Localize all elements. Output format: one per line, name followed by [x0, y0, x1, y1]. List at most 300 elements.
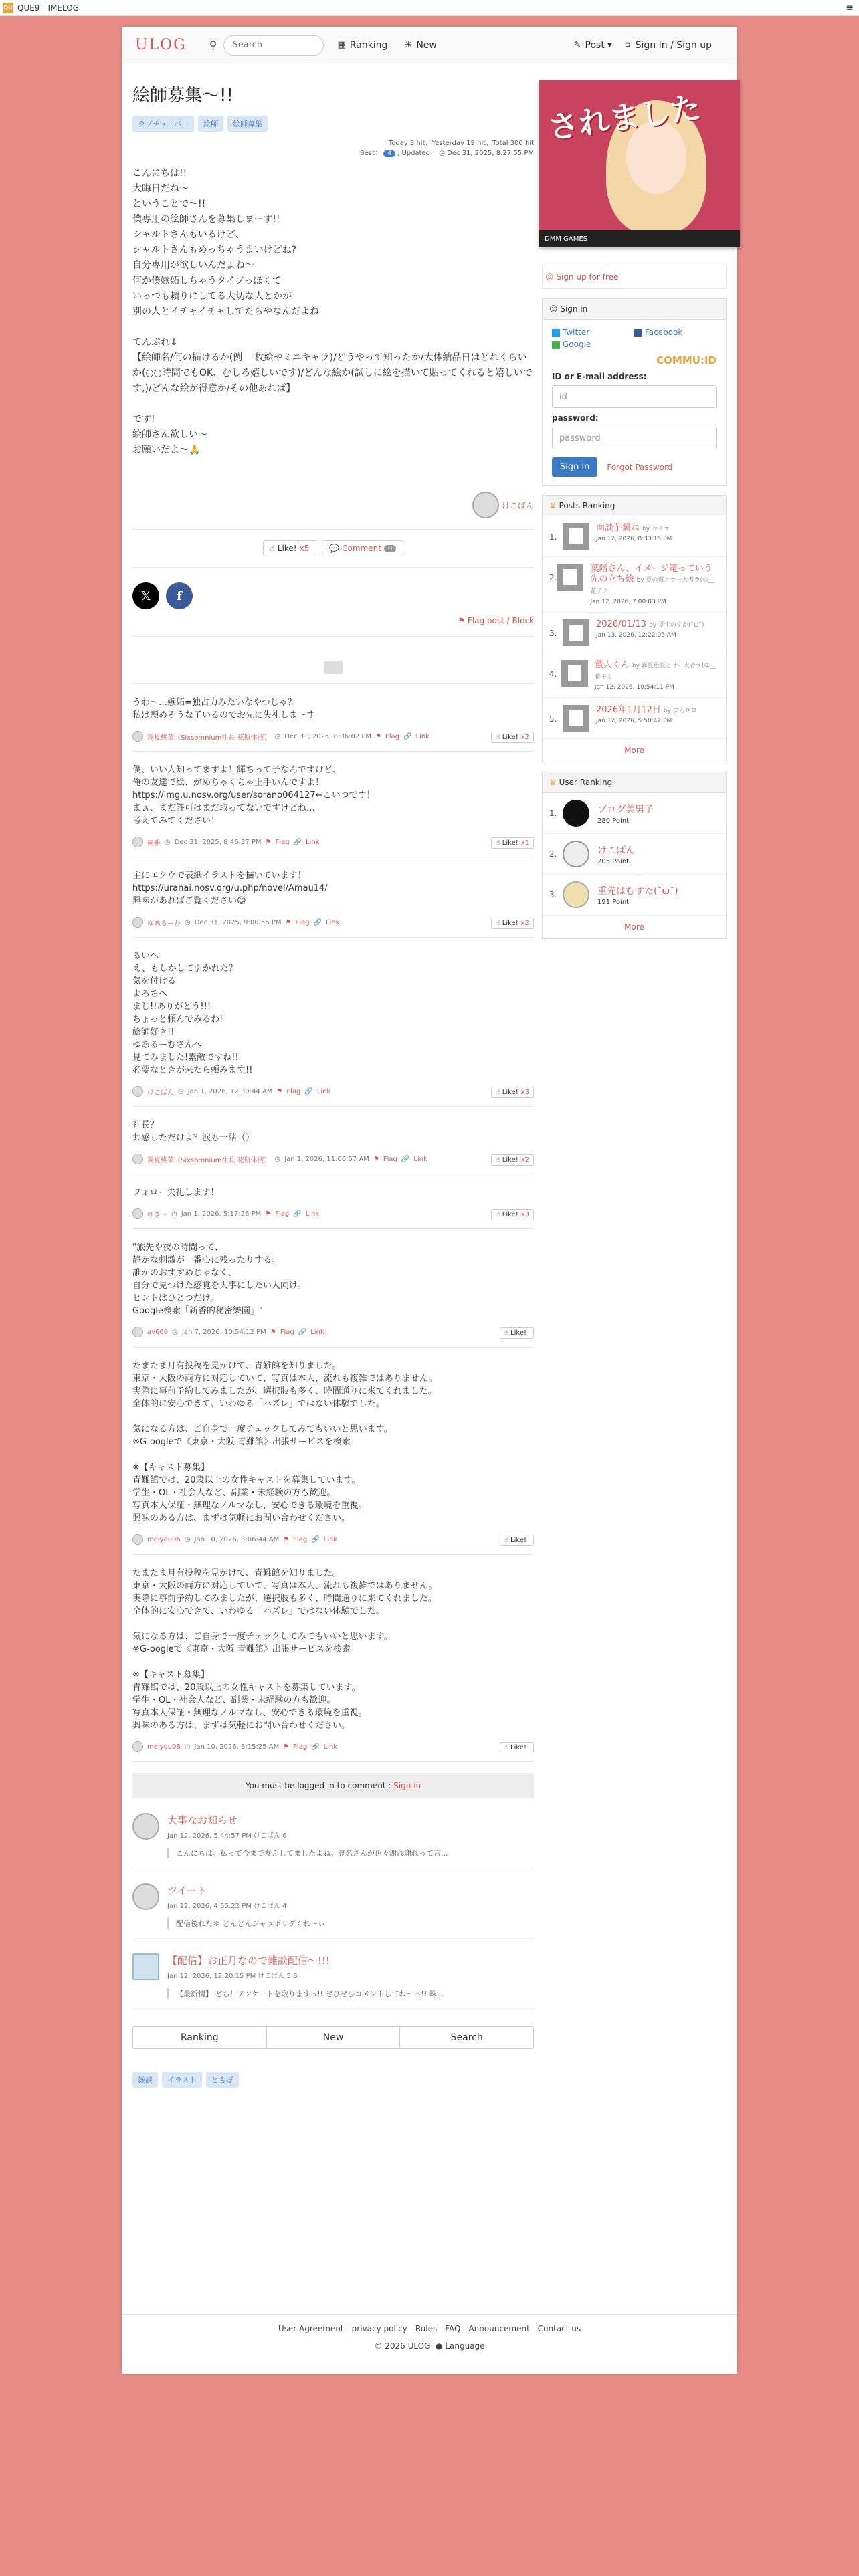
- divider: [132, 636, 534, 637]
- comment-like: [491, 731, 534, 743]
- comment-icon: 💬: [329, 544, 340, 553]
- post-title: 絵師募集〜!!: [132, 86, 233, 106]
- footer-link[interactable]: Contact us: [537, 2324, 581, 2333]
- tag[interactable]: 絵師: [198, 116, 223, 132]
- commenter-avatar[interactable]: [132, 1086, 143, 1097]
- chat-bubble-icon: [324, 661, 343, 674]
- user-points: 191 Point: [597, 898, 630, 906]
- tag[interactable]: ラブチューバー: [132, 116, 194, 132]
- tab-title-right[interactable]: IMELOG: [47, 3, 79, 13]
- crown-icon: ♛: [549, 778, 557, 787]
- comment-like-button[interactable]: [491, 1209, 534, 1220]
- nav-right: [574, 40, 724, 51]
- comment-meta: [132, 1208, 534, 1219]
- document-icon: [563, 619, 589, 646]
- link-icon: 🔗: [401, 1155, 410, 1163]
- comment-text: フォロー失礼します！: [132, 1188, 219, 1198]
- signin-link[interactable]: [624, 40, 712, 51]
- comment-like: [500, 1741, 534, 1753]
- comment-like-button[interactable]: [491, 1154, 534, 1166]
- posts-ranking-panel: [542, 495, 727, 762]
- comment-like-button[interactable]: [491, 1087, 534, 1098]
- permalink[interactable]: Link: [316, 1087, 331, 1095]
- link-icon: 🔗: [298, 1328, 307, 1336]
- tag[interactable]: 絵師募集: [227, 116, 268, 132]
- clock-icon: ◷: [439, 150, 445, 157]
- comment-meta: [132, 1327, 534, 1337]
- user-avatar[interactable]: [563, 800, 589, 827]
- post-actions: [132, 540, 534, 556]
- document-icon: [557, 564, 583, 591]
- commenter-avatar[interactable]: [132, 1534, 143, 1545]
- comment-text: "旅先や夜の時間って、 静かな刺激が一番心に残ったりする。 誰かのおすすめじゃなく、 自分で見つけた感覚を大事にしたい人向け。 ヒントはひとつだけ。 Google検索「新香的秘密樂園」": [132, 1243, 306, 1316]
- hit-stats: Today 3 hit、Yesterday 19 hit、Total 300 hit: [388, 140, 534, 147]
- flag-post[interactable]: [132, 616, 534, 625]
- comment-like: [491, 917, 534, 929]
- comment-meta: [132, 1741, 534, 1752]
- posts-ranking-header: [543, 496, 726, 516]
- permalink[interactable]: Link: [413, 1155, 427, 1163]
- user-ranking-title: User Ranking: [559, 778, 613, 787]
- like-label: Like!: [502, 1211, 518, 1218]
- thread-item[interactable]: [132, 1939, 534, 2009]
- rank-post-date: Jan 13, 2026, 12:22:05 AM: [596, 632, 676, 639]
- flag-link[interactable]: Flag: [293, 1535, 308, 1543]
- rank-number: 3.: [549, 890, 557, 899]
- twitter-label[interactable]: Twitter: [563, 328, 590, 337]
- forgot-password-link[interactable]: Forgot Password: [607, 462, 673, 472]
- comments-list: [132, 684, 534, 1762]
- comment-count: 0: [384, 545, 396, 552]
- navbar: [122, 27, 737, 64]
- comment-text: 僕、いい人知ってますよ！輝ちって子なんですけど、 俺の友達で絵、がめちゃくちゃ上手いんですよ！ https://img.u.nosv.org/user/sorano064127←こいつです！ まぁ、まだ許可はまだ取ってないですけどね… 考えてみてください！: [132, 765, 375, 826]
- comment-text: 社長？ 共感しただけよ？涙も一緒（）: [132, 1120, 255, 1143]
- tab-title-left[interactable]: QUE9: [17, 3, 40, 13]
- pencil-icon: ✎: [573, 40, 581, 50]
- related-threads: [132, 1798, 534, 2009]
- rank-number: 1.: [549, 809, 557, 818]
- clock-icon: ◷: [184, 1535, 191, 1543]
- rank-title-text[interactable]: 面談芋翼ね: [596, 523, 640, 533]
- clock-icon: ◷: [185, 918, 191, 926]
- signin-label: Sign In / Sign up: [635, 39, 712, 51]
- clock-icon: ◷: [178, 1087, 184, 1095]
- page-container: [122, 27, 737, 2374]
- comment-meta: [132, 1534, 534, 1545]
- sidebar: [542, 80, 727, 939]
- comment-item: [132, 857, 534, 938]
- user-ranking-item[interactable]: [543, 834, 726, 875]
- comment-label: Comment: [342, 544, 381, 553]
- password-label: password:: [552, 413, 599, 423]
- comment-item: [132, 1107, 534, 1174]
- signin-button[interactable]: Sign in: [552, 457, 597, 477]
- flag-icon: ⚑: [265, 838, 272, 846]
- like-count: x3: [520, 1211, 529, 1218]
- signin-panel: [542, 298, 727, 486]
- tag[interactable]: 雑談: [132, 2072, 158, 2088]
- globe-icon: ●: [436, 2341, 443, 2351]
- facebook-share-icon[interactable]: f: [166, 582, 193, 609]
- bottom-tab-search[interactable]: Search: [450, 2032, 483, 2043]
- posts-ranking-item[interactable]: [543, 698, 726, 739]
- comment-like-button[interactable]: [500, 1535, 534, 1546]
- link-icon: 🔗: [304, 1087, 313, 1095]
- login-note-text: You must be logged in to comment :: [245, 1781, 394, 1790]
- flag-icon: ⚑: [285, 918, 292, 926]
- thumbs-up-icon: ☝: [496, 1211, 500, 1218]
- footer-link[interactable]: User Agreement: [278, 2324, 344, 2333]
- like-label: Like!: [277, 544, 297, 553]
- signin-panel-title: Sign in: [560, 304, 588, 314]
- thread-meta: Jan 12, 2026, 5:44:57 PM けこばん 6: [167, 1832, 287, 1840]
- comment-like: [500, 1534, 534, 1546]
- comment-meta: [132, 731, 534, 742]
- rank-title-text[interactable]: 2026/01/13: [596, 619, 646, 629]
- search-box: [209, 35, 324, 56]
- flag-icon: ⚑: [270, 1328, 276, 1336]
- posts-ranking-item[interactable]: [543, 613, 726, 653]
- like-label: Like!: [502, 920, 518, 927]
- clock-icon: ◷: [165, 838, 171, 846]
- commenter-name[interactable]: ゆあるーむ: [147, 920, 181, 928]
- comment-text: るいへ え、もしかして引かれた？ 気を付ける よろちへ まじ!!ありがとう!!! ちょっと頼んでみるわ! 絵師好き!! ゆあるーむさんへ 見てみました!素敵ですね!! 必要なときが来たら頼みます!!: [132, 951, 253, 1075]
- clock-icon: ◷: [274, 1155, 281, 1163]
- footer-link[interactable]: Announcement: [468, 2324, 530, 2333]
- commenter-avatar[interactable]: [132, 1154, 143, 1164]
- copyright: © 2026 ULOG: [374, 2341, 431, 2351]
- comment-item: [132, 1229, 534, 1348]
- comment-meta: [132, 1154, 534, 1164]
- thread-item[interactable]: [132, 1798, 534, 1868]
- thumbs-up-icon: ☝: [496, 734, 500, 741]
- user-name[interactable]: 重先はむすた(˘ω˘): [597, 885, 678, 897]
- link-icon: 🔗: [311, 1535, 320, 1543]
- comment-like-button[interactable]: [491, 918, 534, 929]
- rank-post-author: by 夏の霧とサー大者ラ(ゆ__花子ミ: [590, 577, 715, 595]
- comment-like-button[interactable]: [500, 1327, 534, 1339]
- clock-icon: ◷: [274, 732, 281, 740]
- link-icon: 🔗: [313, 918, 322, 926]
- user-ranking-item[interactable]: [543, 793, 726, 834]
- thread-meta: Jan 12, 2026, 4:55:22 PM けこばん 4: [167, 1903, 287, 1910]
- rank-number: 1.: [549, 532, 557, 542]
- rank-post-author: by まるせロ: [664, 708, 697, 714]
- comment-date: Jan 10, 2026, 3:06:44 AM: [194, 1535, 280, 1543]
- divider: [132, 529, 534, 530]
- facebook-label[interactable]: Facebook: [645, 328, 683, 337]
- rank-post-title[interactable]: [596, 705, 697, 716]
- bottom-tab-ranking[interactable]: Ranking: [133, 2027, 267, 2048]
- link-icon: 🔗: [293, 838, 302, 846]
- like-button[interactable]: [263, 540, 317, 556]
- user-ranking-item[interactable]: [543, 875, 726, 916]
- comment-text: 主にエクウで表紙イラストを描いています！ https://uranai.nosv.org/u.php/novel/Amau14/ 興味があればご覧ください😊: [132, 871, 328, 906]
- permalink[interactable]: Link: [310, 1328, 324, 1336]
- rank-post-title[interactable]: [590, 564, 719, 597]
- user-points: 280 Point: [597, 817, 630, 825]
- rank-post-title[interactable]: [596, 523, 672, 534]
- rank-number: 4.: [549, 669, 557, 679]
- rank-post-author: by 霧夏色夏とサー大者ラ(ゆ__花子ミ: [594, 663, 717, 681]
- signin-link[interactable]: Sign in: [393, 1781, 421, 1790]
- footer-copy: [122, 2341, 737, 2351]
- comment-like: [491, 837, 534, 849]
- thread-item[interactable]: [132, 1868, 534, 1939]
- posts-ranking-more[interactable]: More: [624, 746, 644, 755]
- google-icon: [552, 341, 560, 349]
- like-label: Like!: [502, 734, 518, 741]
- rank-post-author: by せイラ: [642, 526, 670, 532]
- comment-meta: [132, 917, 534, 928]
- user-avatar[interactable]: [563, 841, 589, 867]
- main-column: [132, 75, 534, 2088]
- password-input[interactable]: password: [552, 427, 717, 449]
- comment-like-button[interactable]: [491, 837, 534, 849]
- thumbs-up-icon: ☝: [504, 1537, 508, 1544]
- user-name[interactable]: けこばん: [597, 845, 635, 856]
- social-login: [552, 328, 717, 349]
- permalink[interactable]: Link: [415, 732, 430, 740]
- posts-ranking-item[interactable]: [543, 557, 726, 613]
- user-points: 205 Point: [597, 857, 630, 865]
- rank-title-text[interactable]: 2026年1月12日: [596, 705, 661, 715]
- comment-button[interactable]: [322, 540, 403, 556]
- thread-excerpt: こんにちは。私って今まで友えしてましたよね。渡名さんが色々謝れ謝れって言...: [167, 1848, 534, 1858]
- thumbs-up-icon: ☝: [496, 1089, 500, 1096]
- updated-date: Dec 31, 2025, 8:27:55 PM: [447, 150, 534, 157]
- thread-avatar[interactable]: [132, 1813, 159, 1840]
- rank-title-text[interactable]: 董人くん: [594, 660, 630, 670]
- google-label[interactable]: Google: [563, 340, 591, 349]
- like-label: Like!: [502, 1089, 518, 1096]
- id-label: ID or E-mail address:: [552, 372, 647, 381]
- post-stats: [132, 138, 534, 159]
- flag-icon: ⚑: [276, 1087, 283, 1095]
- bottom-tab-new[interactable]: New: [267, 2027, 401, 2048]
- commenter-name[interactable]: ゆき〜: [147, 1211, 167, 1219]
- comment-meta: [132, 1086, 534, 1097]
- comment-like: [491, 1208, 534, 1220]
- google-login[interactable]: [552, 340, 634, 349]
- banner-bar: DMM GAMES: [539, 230, 740, 247]
- thread-meta: Jan 12, 2026, 12:20:15 PM けこばん 5 6: [167, 1973, 298, 1980]
- commenter-name[interactable]: av669: [147, 1328, 169, 1336]
- document-icon: [563, 523, 589, 550]
- commenter-name[interactable]: 風雅: [147, 839, 161, 847]
- flag-link[interactable]: Flag: [280, 1328, 294, 1336]
- post-author[interactable]: [132, 492, 534, 518]
- divider: [132, 567, 534, 568]
- rank-post-date: Jan 12, 2026, 10:54:11 PM: [594, 684, 674, 691]
- commu-id-logo[interactable]: COMMU:ID: [656, 354, 717, 366]
- footer-links: [122, 2324, 737, 2333]
- thumbs-up-icon: ☝: [270, 544, 276, 553]
- post-dropdown[interactable]: [574, 40, 612, 51]
- link-icon: 🔗: [311, 1743, 320, 1751]
- thumbs-up-icon: ☝: [504, 1744, 508, 1751]
- rank-number: 5.: [549, 714, 557, 724]
- rank-title-text[interactable]: 葉階さん、イメージ篭っていう先の立ち絵: [590, 564, 712, 584]
- commenter-name[interactable]: 霧夏桃菜（Sixsomnium社長 花瓶体液）: [147, 1156, 271, 1164]
- thread-title[interactable]: ツイート: [167, 1885, 207, 1897]
- comment-like: [500, 1327, 534, 1339]
- signup-link[interactable]: [542, 265, 727, 289]
- search-input[interactable]: [223, 35, 324, 56]
- like-count: x1: [520, 839, 529, 847]
- flag-link[interactable]: Flag: [275, 838, 290, 846]
- share-buttons: [132, 582, 534, 609]
- comment-like-button[interactable]: [491, 732, 534, 743]
- best-updated: Best： 4 , Updated： ◷ Dec 31, 2025, 8:27:55 PM: [359, 150, 534, 157]
- thread-title[interactable]: 【配信】お正月なので雑談配信〜!!!: [167, 1955, 330, 1967]
- login-actions: [552, 457, 717, 477]
- comment-item: [132, 684, 534, 752]
- user-name[interactable]: ブログ美男子: [597, 804, 654, 815]
- permalink[interactable]: Link: [325, 918, 340, 926]
- best-badge: 4: [383, 150, 395, 157]
- commenter-avatar[interactable]: [132, 917, 143, 928]
- flag-link[interactable]: Flag: [286, 1087, 301, 1095]
- rank-post-author: by 夏生のすか(˘ω˘): [649, 622, 704, 629]
- comment-date: Jan 1, 2026, 12:30:44 AM: [187, 1087, 273, 1095]
- rank-post-title[interactable]: [595, 660, 719, 683]
- comment-text: たまたま月有投稿を見かけて、青難館を知りました。 東京・大阪の両方に対応していて、写真は本人、流れも複雑ではありません。 実際に事前予約してみましたが、選択肢も多く、時間通りに来てくれました。 全体的に安心できて、いわゆる「ハズレ」ではない体験でした。 気になる方は、ご自身で一度チェックしてみてもいいと思います。 ※G-oogleで《東京・大阪 青難館》出張サービスを検索 ※【キャスト募集】 青難館では、20歳以上の女性キャストを募集しています。 学生・OL・社会人など、副業・未経験の方も歓迎。 写真本人保証・無理なノルマなし、安心できる環境を重視。 興味のある方は、まずは気軽にお問い合わせください。: [132, 1361, 438, 1523]
- twitter-login[interactable]: [552, 328, 634, 337]
- footer: [122, 2314, 737, 2351]
- footer-link[interactable]: privacy policy: [351, 2324, 407, 2333]
- like-label: Like!: [510, 1537, 527, 1544]
- permalink[interactable]: Link: [323, 1743, 338, 1751]
- bottom-tabs: [132, 2026, 534, 2049]
- tag[interactable]: イラスト: [162, 2072, 202, 2088]
- x-share-icon[interactable]: 𝕏: [132, 582, 159, 609]
- id-input[interactable]: id: [552, 385, 717, 408]
- search-icon[interactable]: ⚲: [209, 39, 217, 51]
- commenter-name[interactable]: meiyou06: [147, 1535, 181, 1543]
- clock-icon: ◷: [171, 1210, 177, 1218]
- comment-date: Jan 1, 2026, 11:06:57 AM: [284, 1155, 369, 1163]
- signup-label: Sign up for free: [556, 272, 619, 282]
- best-label: Best：: [359, 150, 382, 157]
- thumbs-up-icon: ☝: [496, 1156, 500, 1164]
- user-ranking-more[interactable]: More: [624, 922, 644, 932]
- post-label: Post: [585, 39, 605, 51]
- commenter-name[interactable]: けこばん: [147, 1089, 174, 1097]
- rank-number: 3.: [549, 629, 557, 638]
- thread-avatar[interactable]: [132, 1883, 159, 1910]
- user-avatar[interactable]: [563, 881, 589, 908]
- user-plus-icon: ☺: [545, 272, 554, 282]
- ranking-link[interactable]: [337, 40, 387, 51]
- permalink[interactable]: Link: [305, 1210, 320, 1218]
- document-icon: [563, 705, 589, 732]
- commenter-avatar[interactable]: [132, 1327, 143, 1337]
- footer-link[interactable]: FAQ: [445, 2324, 461, 2333]
- brand-logo[interactable]: ULOG: [135, 37, 187, 53]
- like-label: Like!: [502, 839, 518, 847]
- comment-item: [132, 1348, 534, 1555]
- comment-like-button[interactable]: [500, 1742, 534, 1753]
- like-count: x3: [520, 1089, 529, 1096]
- comment-date: Dec 31, 2025, 8:46:37 PM: [174, 838, 262, 846]
- flag-icon: ⚑: [265, 1210, 272, 1218]
- thread-title[interactable]: 大事なお知らせ: [167, 1814, 237, 1826]
- like-count: x2: [520, 1156, 529, 1164]
- facebook-login[interactable]: [634, 328, 717, 337]
- signin-panel-header: [543, 299, 726, 320]
- rank-number: 2.: [549, 849, 557, 859]
- commenter-avatar[interactable]: [132, 1741, 143, 1752]
- commenter-name[interactable]: 霧夏桃菜（Sixsomnium社長 花瓶体液）: [147, 734, 271, 742]
- comment-item: [132, 1555, 534, 1762]
- ad-banner[interactable]: [539, 80, 740, 247]
- thread-avatar[interactable]: [132, 1953, 159, 1980]
- clock-icon: ◷: [172, 1328, 178, 1336]
- caret-icon: ▼: [607, 41, 612, 49]
- app-icon: QU: [3, 3, 13, 13]
- author-avatar[interactable]: [472, 492, 499, 518]
- flag-link[interactable]: Flag: [383, 1155, 397, 1163]
- commenter-avatar[interactable]: [132, 731, 143, 742]
- author-name[interactable]: けこばん: [501, 500, 534, 510]
- posts-ranking-item[interactable]: [543, 653, 726, 698]
- rank-post-date: Jan 12, 2026, 7:00:03 PM: [590, 599, 666, 605]
- menu-icon[interactable]: ≡: [846, 3, 854, 13]
- commenter-name[interactable]: meiyou08: [147, 1743, 181, 1751]
- like-count: x5: [299, 544, 310, 553]
- posts-ranking-title: Posts Ranking: [559, 501, 615, 510]
- permalink[interactable]: Link: [305, 838, 320, 846]
- new-label: New: [416, 39, 437, 51]
- rank-number: 2.: [549, 573, 557, 582]
- flag-link[interactable]: Flag: [275, 1210, 290, 1218]
- thumbs-up-icon: ☝: [496, 920, 500, 927]
- thread-excerpt: 配信後れた＊ どんどんジャラボリグくれ〜ぃ: [167, 1918, 534, 1929]
- commenter-avatar[interactable]: [132, 837, 143, 847]
- like-count: x2: [520, 734, 529, 741]
- twitter-icon: [552, 329, 560, 337]
- comment-date: Dec 31, 2025, 8:36:02 PM: [284, 732, 372, 740]
- permalink[interactable]: Link: [323, 1535, 338, 1543]
- flag-link[interactable]: Flag: [295, 918, 310, 926]
- footer-link[interactable]: Rules: [415, 2324, 438, 2333]
- link-icon: 🔗: [403, 732, 412, 740]
- tag[interactable]: ともぼ: [206, 2072, 239, 2088]
- rank-post-title[interactable]: [596, 619, 704, 631]
- commenter-avatar[interactable]: [132, 1208, 143, 1219]
- flag-link[interactable]: Flag: [293, 1743, 308, 1751]
- clock-icon: ◷: [184, 1743, 191, 1751]
- crown-icon: ♛: [549, 501, 557, 510]
- user-ranking-panel: [542, 772, 727, 939]
- language-link[interactable]: Language: [445, 2341, 485, 2351]
- comment-date: Jan 1, 2026, 5:17:26 PM: [181, 1210, 262, 1218]
- flag-link[interactable]: Flag: [385, 732, 400, 740]
- posts-ranking-item[interactable]: [543, 516, 726, 557]
- user-ranking-list: [543, 793, 726, 916]
- updated-label: Updated：: [401, 150, 438, 157]
- flag-post-link[interactable]: Flag post / Block: [467, 616, 534, 625]
- comment-item: [132, 938, 534, 1107]
- facebook-icon: [634, 329, 642, 337]
- comment-item: [132, 1174, 534, 1229]
- new-link[interactable]: [405, 40, 436, 51]
- ranking-label: Ranking: [349, 39, 388, 51]
- comment-date: Jan 7, 2026, 10:54:12 PM: [181, 1328, 266, 1336]
- comment-like: [491, 1086, 534, 1098]
- user-ranking-header: [543, 772, 726, 793]
